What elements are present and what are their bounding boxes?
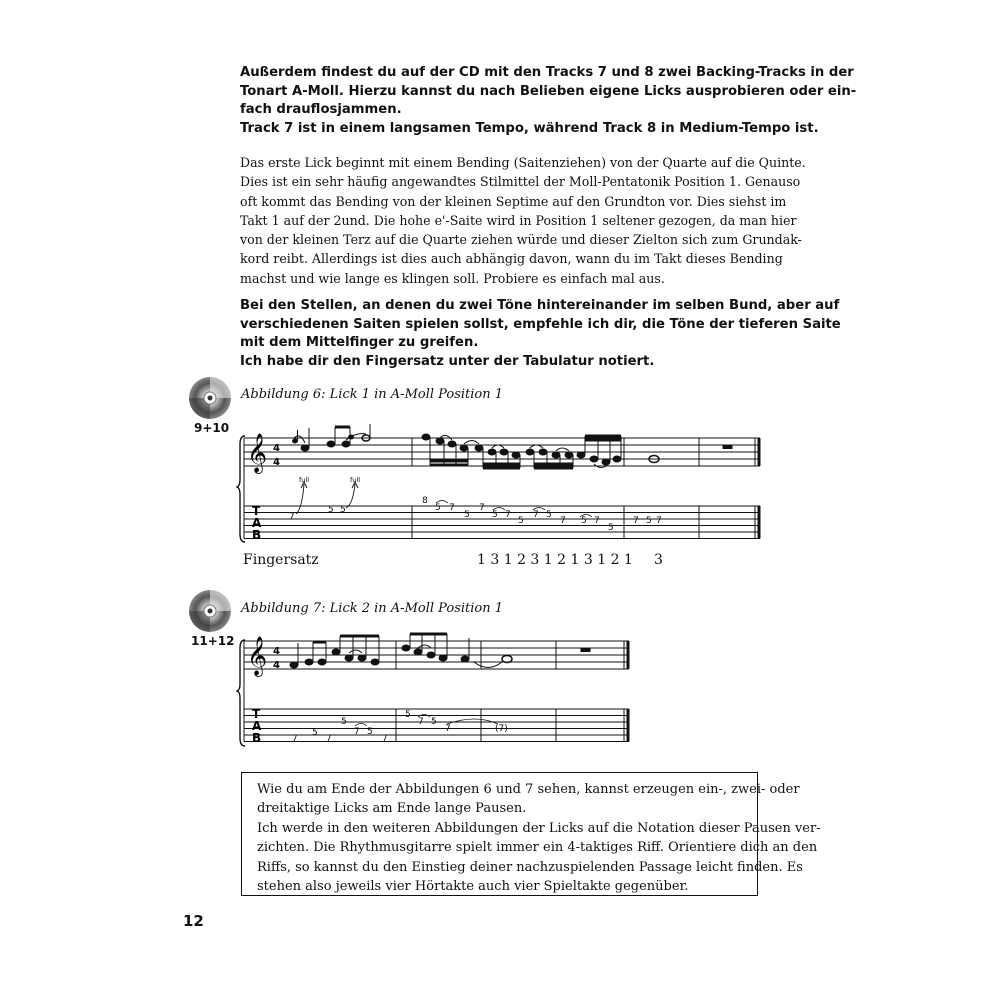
note-head [613, 456, 621, 462]
note-head [342, 441, 350, 447]
note-head [301, 445, 309, 451]
note-head [448, 441, 456, 447]
page-number: 12 [183, 912, 204, 930]
notation-lick-2 [236, 628, 636, 754]
fingering-paragraph [240, 297, 841, 371]
text-line: Tonart A-Moll. Hierzu kannst du nach Belieben eigene Licks ausprobieren oder ein- [240, 83, 857, 99]
tab-number: 5 [546, 510, 552, 520]
text-line: Bei den Stellen, an denen du zwei Töne hintereinander im selben Bund, aber auf [240, 298, 840, 313]
treble-clef-icon: 𝄞 [247, 433, 268, 473]
note-head [539, 449, 547, 455]
whole-rest [581, 648, 590, 652]
time-signature: 4 [273, 646, 280, 657]
note-head [436, 438, 444, 444]
tab-label: A [252, 719, 262, 733]
figure-caption: Abbildung 6: Lick 1 in A-Moll Position 1 [241, 387, 504, 402]
tab-number: (7) [495, 724, 508, 734]
tab-number: 5 [435, 503, 441, 513]
note-head [305, 659, 313, 665]
tab-number: 7 [479, 503, 485, 513]
track-number: 9+10 [194, 421, 230, 435]
tab-number: 5 [518, 516, 524, 526]
text-line: Dies ist ein sehr häufig angewandtes Stilmittel der Moll-Pentatonik Position 1. Genauso [240, 174, 801, 190]
time-signature: 4 [273, 457, 280, 468]
tab-number: 5 [405, 710, 411, 720]
tab-label: B [252, 528, 262, 542]
tab-number: 7 [382, 734, 388, 744]
note-head [488, 449, 496, 455]
note-head [422, 434, 430, 440]
tab-number: 7 [326, 734, 332, 744]
intro-paragraph [240, 64, 857, 138]
note-head [552, 452, 560, 458]
note-head [358, 655, 366, 661]
text-line: verschiedenen Saiten spielen sollst, empfehle ich dir, die Töne der tieferen Saite [240, 316, 841, 332]
fingersatz-numbers: 1 3 1 2 3 1 2 1 3 1 2 1 [477, 552, 633, 568]
note-head [512, 452, 520, 458]
note-head [565, 452, 573, 458]
tab-number: 7 [656, 516, 662, 526]
note-head [500, 449, 508, 455]
note-head [318, 659, 326, 665]
fingersatz-label: Fingersatz [243, 552, 319, 568]
tab-number: 5 [464, 510, 470, 520]
tab-number: 7 [292, 734, 298, 744]
treble-clef-icon: 𝄞 [247, 636, 268, 676]
whole-rest [723, 445, 732, 449]
text-line: oft kommt das Bending von der kleinen Septime auf den Grundton vor. Dies siehst im [240, 193, 787, 209]
note-head [414, 649, 422, 655]
tab-number: 7 [560, 516, 566, 526]
note-head [461, 656, 469, 662]
text-line: von der kleinen Terz auf die Quarte ziehen würde und dieser Zielton sich zum Grundak- [240, 232, 802, 248]
tab-number: 7 [354, 727, 360, 737]
text-line: stehen also jeweils vier Hörtakte auch vier Spieltakte gegenüber. [257, 879, 689, 895]
note-head [402, 645, 410, 651]
tab-number: 5 [608, 523, 614, 533]
tab-number: 5 [328, 505, 334, 515]
info-box [241, 772, 821, 896]
cd-icon [188, 589, 232, 633]
time-signature: 4 [273, 660, 280, 671]
note-head [590, 456, 598, 462]
bend-label: full [350, 476, 361, 484]
text-line: Ich werde in den weiteren Abbildungen der Licks auf die Notation dieser Pausen ver- [257, 820, 821, 836]
fingersatz-numbers: 3 [654, 552, 663, 568]
note-head [439, 655, 447, 661]
tab-number: 5 [341, 717, 347, 727]
note-head [602, 459, 610, 465]
text-line: Riffs, so kannst du den Einstieg deiner nachzuspielenden Passage leicht finden. Es [257, 859, 803, 875]
tab-number: 7 [418, 717, 424, 727]
grace-note [293, 439, 298, 443]
tab-number: 7 [533, 510, 539, 520]
text-line: fach drauflosjammen. [240, 102, 402, 117]
tab-number: 7 [594, 516, 600, 526]
note-head [526, 449, 534, 455]
text-line: kord reibt. Allerdings ist dies auch abhängig davon, wann du im Takt dieses Bending [240, 251, 783, 267]
text-line: Takt 1 auf der 2und. Die hohe e'-Saite wird in Position 1 seltener gezogen, da man hier [240, 212, 797, 228]
text-line: machst und wie lange es klingen soll. Probiere es einfach mal aus. [240, 270, 665, 286]
text-line: Außerdem findest du auf der CD mit den Tracks 7 und 8 zwei Backing-Tracks in der [240, 65, 854, 80]
tab-label: A [252, 516, 262, 530]
tab-label: B [252, 731, 262, 745]
tab-number: 7 [445, 724, 451, 734]
track-number: 11+12 [191, 634, 235, 648]
note-head [327, 441, 335, 447]
note-head [332, 649, 340, 655]
note-head [371, 659, 379, 665]
note-head [577, 452, 585, 458]
text-line: Das erste Lick beginnt mit einem Bending (Saitenziehen) von der Quarte auf die Quinte. [240, 155, 806, 170]
bend-label: full [299, 476, 310, 484]
text-line: dreitaktige Licks am Ende lange Pausen. [257, 801, 527, 817]
tab-number: 7 [449, 503, 455, 513]
tab-number: 8 [422, 496, 428, 506]
tab-number: 5 [492, 510, 498, 520]
tab-number: 5 [340, 505, 346, 515]
tab-number: 7 [289, 512, 295, 522]
text-line: zichten. Die Rhythmusgitarre spielt immer ein 4-taktiges Riff. Orientiere dich an den [257, 840, 818, 856]
note-head [345, 655, 353, 661]
notation-lick-1 [236, 424, 766, 549]
tab-number: 5 [646, 516, 652, 526]
tab-number: 7 [505, 510, 511, 520]
note-head [475, 445, 483, 451]
cd-icon [188, 376, 232, 420]
tab-number: 5 [312, 728, 318, 738]
text-line: Ich habe dir den Fingersatz unter der Tabulatur notiert. [240, 353, 655, 369]
tab-number: 5 [431, 717, 437, 727]
tab-number: 5 [581, 516, 587, 526]
text-line: mit dem Mittelfinger zu greifen. [240, 335, 479, 350]
note-head [290, 662, 298, 668]
time-signature: 4 [273, 443, 280, 454]
text-line: Wie du am Ende der Abbildungen 6 und 7 sehen, kannst erzeugen ein-, zwei- oder [257, 782, 800, 797]
note-head [460, 445, 468, 451]
text-line: Track 7 ist in einem langsamen Tempo, während Track 8 in Medium-Tempo ist. [240, 120, 819, 136]
body-paragraph [240, 153, 806, 288]
tab-number: 7 [633, 516, 639, 526]
tab-label: T [252, 504, 261, 518]
figure-caption: Abbildung 7: Lick 2 in A-Moll Position 1 [241, 601, 504, 616]
note-head [427, 652, 435, 658]
whole-note [502, 656, 512, 663]
tab-number: 5 [367, 727, 373, 737]
tab-label: T [252, 707, 261, 721]
